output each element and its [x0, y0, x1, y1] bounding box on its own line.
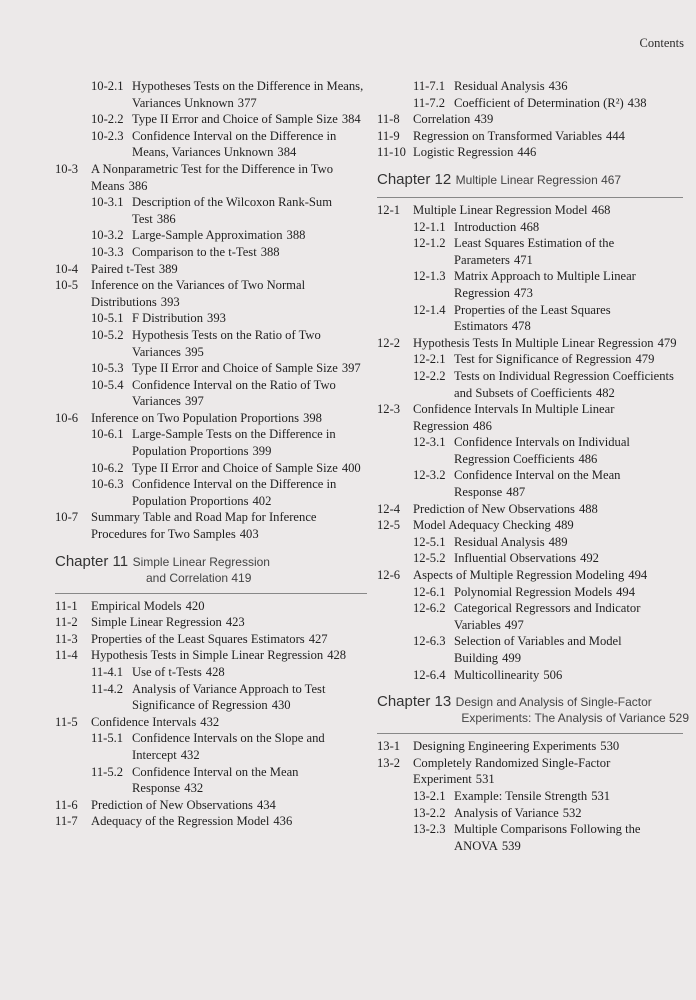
toc-entry-number: 13-1: [377, 739, 401, 754]
toc-entry-number: 10-5.3: [91, 361, 124, 376]
toc-entry-number: 12-6.3: [413, 634, 446, 649]
page-header-title: Contents: [639, 36, 684, 50]
chapter-title: Design and Analysis of Single-Factor: [455, 695, 652, 710]
toc-entry[interactable]: [377, 95, 683, 112]
toc-entry-title: Completely Randomized Single-Factor Experiment: [413, 755, 611, 787]
toc-entry-number: 12-5: [377, 518, 401, 533]
toc-entry-number: 10-6: [55, 410, 79, 425]
toc-entry-number: 12-5.1: [413, 534, 446, 549]
toc-entry[interactable]: [55, 161, 367, 194]
toc-entry[interactable]: [55, 664, 367, 681]
toc-entry[interactable]: [55, 277, 367, 310]
toc-entry-number: 11-7.2: [413, 95, 446, 110]
toc-entry-page: 438: [627, 95, 647, 110]
toc-entry[interactable]: [55, 797, 367, 814]
toc-entry-page: 395: [184, 344, 204, 359]
toc-entry-page: 439: [474, 112, 494, 127]
toc-entry-page: 427: [308, 631, 328, 646]
toc-entry[interactable]: [55, 714, 367, 731]
toc-entry[interactable]: [55, 244, 367, 261]
toc-entry-number: 10-6.3: [91, 477, 124, 492]
toc-entry[interactable]: [377, 268, 683, 301]
toc-entry[interactable]: [377, 534, 683, 551]
toc-entry[interactable]: [55, 426, 367, 459]
toc-entry-title: Multiple Linear Regression Model: [413, 202, 588, 217]
divider: [377, 197, 683, 198]
toc-entry-title: Residual Analysis: [454, 534, 545, 549]
toc-entry[interactable]: [55, 598, 367, 615]
toc-entry-page: 430: [271, 698, 291, 713]
toc-entry-title: Properties of the Least Squares Estimators: [454, 302, 611, 334]
toc-entry-title: Analysis of Variance Approach to Test Significance of Regression: [132, 681, 326, 713]
toc-entry-page: 478: [511, 319, 531, 334]
toc-entry[interactable]: [55, 476, 367, 509]
toc-entry-page: 397: [184, 394, 204, 409]
toc-entry-page: 388: [286, 228, 306, 243]
toc-entry-page: 399: [252, 444, 272, 459]
toc-entry-number: 11-3: [55, 631, 78, 646]
toc-entry-title: Introduction: [454, 219, 517, 234]
toc-entry-number: 11-4.1: [91, 665, 124, 679]
toc-entry[interactable]: [377, 821, 683, 854]
toc-entry-number: 12-1: [377, 202, 401, 217]
toc-entry-number: 10-2.2: [91, 112, 124, 127]
toc-entry-title: Paired t-Test: [91, 261, 155, 276]
toc-entry[interactable]: [55, 128, 367, 161]
toc-entry-number: 10-2.3: [91, 128, 124, 143]
toc-entry[interactable]: [377, 633, 683, 666]
toc-entry-number: 13-2: [377, 755, 401, 770]
toc-entry-title: Confidence Interval on the Difference in Means, Variances Unknown: [132, 128, 337, 160]
chapter-13-heading[interactable]: [377, 693, 689, 726]
toc-entry-title: Confidence Interval on the Difference in Population Proportions: [132, 477, 337, 508]
toc-entry-page: 499: [502, 651, 521, 665]
toc-entry-number: 10-5.2: [91, 327, 124, 342]
toc-entry-page: 446: [517, 145, 537, 160]
toc-entry-title: A Nonparametric Test for the Difference in Two Means: [91, 161, 333, 193]
toc-entry-number: 10-4: [55, 261, 79, 276]
toc-entry[interactable]: [377, 202, 683, 219]
toc-entry-page: 402: [252, 493, 272, 508]
toc-entry-page: 432: [184, 781, 204, 796]
toc-entry[interactable]: [55, 310, 367, 327]
toc-entry-page: 489: [554, 518, 574, 533]
toc-entry[interactable]: [55, 410, 367, 427]
chapter-label: Chapter 12: [377, 170, 452, 188]
toc-entry-page: 531: [591, 788, 611, 803]
toc-entry-number: 10-6.2: [91, 460, 124, 475]
toc-entry[interactable]: [377, 567, 683, 584]
toc-entry-number: 10-3.3: [91, 244, 124, 259]
toc-entry[interactable]: [377, 738, 683, 755]
toc-entry-page: 473: [513, 285, 533, 300]
toc-entry-number: 12-6.4: [413, 667, 446, 682]
toc-entry[interactable]: [377, 788, 683, 805]
toc-entry-title: Least Squares Estimation of the Parameters: [454, 236, 615, 267]
toc-entry-number: 12-1.1: [413, 219, 446, 234]
toc-entry-number: 12-2.2: [413, 368, 446, 383]
toc-entry-title: Residual Analysis: [454, 79, 545, 93]
toc-entry[interactable]: [377, 302, 683, 335]
toc-entry-number: 10-3.1: [91, 195, 124, 210]
toc-entry[interactable]: [377, 667, 683, 684]
toc-entry-title: Polynomial Regression Models: [454, 584, 613, 599]
toc-entry-page: 497: [504, 617, 524, 632]
toc-entry-title: Simple Linear Regression: [91, 615, 222, 630]
toc-entry-title: Hypothesis Tests in Simple Linear Regression: [91, 648, 324, 663]
toc-list-right-b: [377, 202, 683, 683]
toc-entry-number: 12-5.2: [413, 551, 446, 566]
toc-entry-title: Selection of Variables and Model Building: [454, 634, 622, 665]
toc-entry-page: 436: [548, 79, 568, 93]
toc-entry-title: Confidence Interval on the Mean Response: [132, 764, 299, 796]
toc-entry[interactable]: [55, 460, 367, 477]
toc-entry[interactable]: [55, 631, 367, 648]
toc-entry-number: 10-7: [55, 510, 79, 525]
toc-entry[interactable]: [55, 647, 367, 664]
toc-entry-title: Type II Error and Choice of Sample Size: [132, 460, 338, 475]
toc-entry-page: 400: [341, 460, 361, 475]
toc-entry[interactable]: [55, 111, 367, 128]
toc-entry[interactable]: [377, 401, 683, 434]
toc-entry-page: 494: [628, 568, 648, 583]
toc-entry-title: Prediction of New Observations: [91, 797, 253, 812]
toc-entry-title: Large-Sample Tests on the Difference in Population Proportions: [132, 427, 336, 459]
chapter-label: Chapter 13: [377, 693, 452, 711]
right-column: [377, 78, 689, 854]
toc-entry-page: 532: [562, 805, 582, 820]
toc-entry-number: 11-4.2: [91, 681, 124, 696]
toc-entry[interactable]: [55, 614, 367, 631]
toc-entry[interactable]: [377, 219, 683, 236]
toc-list-right-a: [377, 78, 683, 161]
chapter-11-heading[interactable]: [55, 553, 367, 585]
toc-entry-page: 468: [520, 219, 540, 234]
toc-entry-number: 11-6: [55, 797, 78, 812]
toc-entry[interactable]: [55, 360, 367, 377]
divider: [55, 593, 367, 594]
toc-entry-title: Regression on Transformed Variables: [413, 128, 603, 143]
toc-entry-title: Large-Sample Approximation: [132, 228, 283, 243]
toc-entry-page: 398: [303, 410, 322, 425]
toc-entry-title: Confidence Interval on the Ratio of Two Variances: [132, 377, 336, 409]
chapter-title-line2: Experiments: The Analysis of Variance 529: [461, 711, 689, 726]
toc-entry-title: Logistic Regression: [413, 145, 514, 160]
toc-entry-title: Summary Table and Road Map for Inference Procedures for Two Samples: [91, 510, 317, 542]
toc-entry-number: 10-3: [55, 161, 79, 176]
toc-entry-title: Confidence Intervals In Multiple Linear Regression: [413, 402, 615, 433]
chapter-title: Multiple Linear Regression 467: [455, 172, 622, 187]
chapter-title-line2: and Correlation 419: [146, 570, 252, 585]
toc-entry[interactable]: [55, 377, 367, 410]
toc-entry-page: 487: [506, 485, 526, 500]
toc-entry-page: 494: [616, 584, 636, 599]
toc-entry-number: 13-2.2: [413, 805, 446, 820]
toc-entry-page: 468: [591, 202, 611, 217]
toc-entry-page: 471: [513, 252, 533, 267]
toc-entry-title: Correlation: [413, 112, 471, 127]
toc-entry[interactable]: [377, 517, 683, 534]
toc-entry[interactable]: [377, 501, 683, 518]
toc-entry-number: 12-1.3: [413, 269, 446, 284]
toc-entry-number: 12-1.2: [413, 236, 446, 251]
left-column: [55, 78, 367, 830]
toc-entry[interactable]: [377, 434, 683, 467]
toc-entry-page: 436: [273, 814, 293, 829]
toc-entry-page: 393: [207, 311, 226, 326]
toc-entry-page: 530: [600, 739, 620, 754]
toc-entry-number: 12-2.1: [413, 352, 446, 367]
toc-entry[interactable]: [377, 351, 683, 368]
toc-entry[interactable]: [377, 111, 683, 128]
toc-entry-page: 388: [260, 244, 280, 259]
toc-entry[interactable]: [55, 194, 367, 227]
toc-entry-page: 384: [341, 112, 361, 127]
toc-entry[interactable]: [377, 600, 683, 633]
toc-entry-title: Tests on Individual Regression Coefficients and Subsets of Coefficients: [454, 368, 674, 400]
toc-entry-page: 403: [239, 527, 259, 542]
toc-entry[interactable]: [55, 327, 367, 360]
toc-entry[interactable]: [377, 144, 683, 161]
toc-entry-title: F Distribution: [132, 311, 204, 326]
toc-entry-title: Confidence Intervals on Individual Regression Coefficients: [454, 435, 630, 466]
toc-entry-title: Inference on the Variances of Two Normal Distributions: [91, 278, 306, 309]
toc-entry-title: Adequacy of the Regression Model: [91, 814, 270, 829]
divider: [377, 733, 683, 734]
toc-entry-number: 12-6: [377, 568, 401, 583]
toc-entry[interactable]: [55, 78, 367, 111]
toc-entry-number: 10-5.1: [91, 311, 124, 326]
toc-entry[interactable]: [377, 755, 683, 788]
toc-entry[interactable]: [377, 550, 683, 567]
toc-entry-number: 11-5.2: [91, 764, 124, 779]
toc-entry-number: 12-3.1: [413, 435, 446, 450]
toc-entry-number: 11-7: [55, 814, 78, 829]
toc-entry-number: 12-4: [377, 501, 401, 516]
toc-entry-page: 506: [543, 667, 563, 682]
toc-entry-number: 11-2: [55, 615, 78, 630]
toc-entry-title: Multicollinearity: [454, 667, 540, 682]
toc-entry-title: Test for Significance of Regression: [454, 352, 632, 367]
toc-entry-number: 13-2.1: [413, 788, 446, 803]
toc-entry[interactable]: [55, 813, 367, 830]
toc-entry[interactable]: [377, 467, 683, 500]
chapter-label: Chapter 11: [55, 552, 129, 570]
toc-entry-page: 377: [237, 95, 257, 110]
toc-entry-page: 486: [578, 451, 598, 466]
toc-entry-number: 10-3.2: [91, 228, 124, 243]
toc-entry-page: 479: [635, 352, 655, 367]
toc-entry-title: Multiple Comparisons Following the ANOVA: [454, 822, 641, 853]
toc-entry-number: 10-5: [55, 278, 79, 293]
toc-entry-page: 432: [200, 714, 220, 729]
toc-entry-title: Matrix Approach to Multiple Linear Regression: [454, 269, 636, 300]
toc-entry[interactable]: [55, 261, 367, 278]
toc-entry-title: Confidence Intervals: [91, 714, 197, 729]
toc-entry[interactable]: [377, 78, 683, 95]
toc-entry[interactable]: [377, 368, 683, 401]
toc-entry[interactable]: [377, 584, 683, 601]
toc-entry-number: 11-10: [377, 145, 406, 160]
toc-entry[interactable]: [55, 227, 367, 244]
toc-entry-title: Influential Observations: [454, 551, 577, 566]
toc-entry-page: 434: [256, 797, 276, 812]
toc-entry-page: 393: [160, 294, 180, 309]
toc-entry-page: 397: [341, 361, 361, 376]
toc-entry-title: Coefficient of Determination (R²): [454, 95, 624, 110]
toc-entry-title: Empirical Models: [91, 598, 182, 613]
toc-entry-page: 444: [606, 128, 625, 143]
toc-entry-title: Inference on Two Population Proportions: [91, 410, 300, 425]
toc-entry[interactable]: [55, 764, 367, 797]
toc-entry-title: Confidence Intervals on the Slope and Intercept: [132, 731, 325, 762]
toc-entry-title: Example: Tensile Strength: [454, 788, 588, 803]
toc-entry-page: 489: [548, 534, 568, 549]
toc-entry-page: 531: [475, 772, 495, 787]
toc-entry-number: 11-4: [55, 648, 78, 663]
chapter-12-heading[interactable]: [377, 171, 683, 189]
toc-entry[interactable]: [377, 235, 683, 268]
toc-entry[interactable]: [55, 730, 367, 763]
toc-entry[interactable]: [377, 805, 683, 822]
toc-entry-number: 12-2: [377, 335, 401, 350]
toc-entry-title: Type II Error and Choice of Sample Size: [132, 361, 338, 376]
toc-list-left-b: [55, 598, 367, 830]
toc-entry[interactable]: [377, 128, 683, 145]
toc-entry-page: 420: [185, 598, 205, 613]
toc-entry-number: 12-6.2: [413, 601, 446, 616]
toc-entry[interactable]: [55, 509, 367, 542]
toc-entry-number: 12-3: [377, 402, 401, 417]
toc-entry[interactable]: [55, 681, 367, 714]
toc-entry-page: 386: [128, 178, 148, 193]
toc-entry-title: Categorical Regressors and Indicator Variables: [454, 601, 641, 632]
toc-entry-title: Properties of the Least Squares Estimators: [91, 631, 305, 646]
toc-entry-number: 11-5: [55, 714, 78, 729]
toc-entry-title: Type II Error and Choice of Sample Size: [132, 112, 338, 127]
toc-entry-title: Analysis of Variance: [454, 805, 559, 820]
toc-entry-number: 12-1.4: [413, 302, 446, 317]
toc-entry-page: 428: [205, 665, 225, 679]
toc-entry-number: 10-6.1: [91, 427, 124, 442]
toc-entry-page: 482: [595, 385, 615, 400]
toc-entry-page: 539: [501, 838, 521, 853]
toc-entry-number: 11-9: [377, 128, 400, 143]
toc-entry-number: 12-6.1: [413, 584, 446, 599]
toc-entry-page: 486: [472, 418, 492, 433]
toc-entry-number: 10-2.1: [91, 79, 124, 93]
toc-entry-title: Use of t-Tests: [132, 665, 202, 679]
toc-entry-title: Prediction of New Observations: [413, 501, 575, 516]
toc-entry-page: 386: [156, 211, 176, 226]
toc-entry-page: 389: [158, 261, 178, 276]
toc-entry-title: Description of the Wilcoxon Rank-Sum Test: [132, 195, 333, 226]
toc-entry-page: 492: [580, 551, 599, 566]
toc-entry-title: Confidence Interval on the Mean Response: [454, 468, 621, 500]
toc-entry-number: 10-5.4: [91, 377, 124, 392]
chapter-title: Simple Linear Regression: [132, 554, 270, 569]
toc-entry-page: 488: [578, 501, 598, 516]
toc-entry-page: 432: [180, 747, 200, 762]
toc-entry[interactable]: [377, 335, 683, 352]
toc-entry-page: 479: [657, 335, 677, 350]
toc-list-right-c: [377, 738, 683, 854]
toc-entry-number: 11-1: [55, 598, 78, 613]
toc-list-left-a: [55, 78, 367, 543]
toc-entry-title: Hypotheses Tests on the Difference in Means, Variances Unknown: [132, 79, 364, 110]
toc-entry-page: 423: [225, 615, 245, 630]
toc-entry-number: 13-2.3: [413, 822, 446, 837]
toc-entry-title: Hypothesis Tests In Multiple Linear Regression: [413, 335, 654, 350]
toc-entry-page: 384: [277, 145, 297, 160]
toc-entry-number: 11-5.1: [91, 731, 124, 746]
toc-entry-title: Designing Engineering Experiments: [413, 739, 597, 754]
toc-entry-number: 11-8: [377, 112, 400, 127]
toc-entry-title: Model Adequacy Checking: [413, 518, 551, 533]
toc-entry-title: Comparison to the t-Test: [132, 244, 257, 259]
toc-entry-title: Aspects of Multiple Regression Modeling: [413, 568, 625, 583]
toc-entry-number: 11-7.1: [413, 79, 446, 93]
toc-entry-number: 12-3.2: [413, 468, 446, 483]
toc-entry-page: 428: [327, 648, 347, 663]
toc-entry-title: Hypothesis Tests on the Ratio of Two Variances: [132, 327, 321, 359]
